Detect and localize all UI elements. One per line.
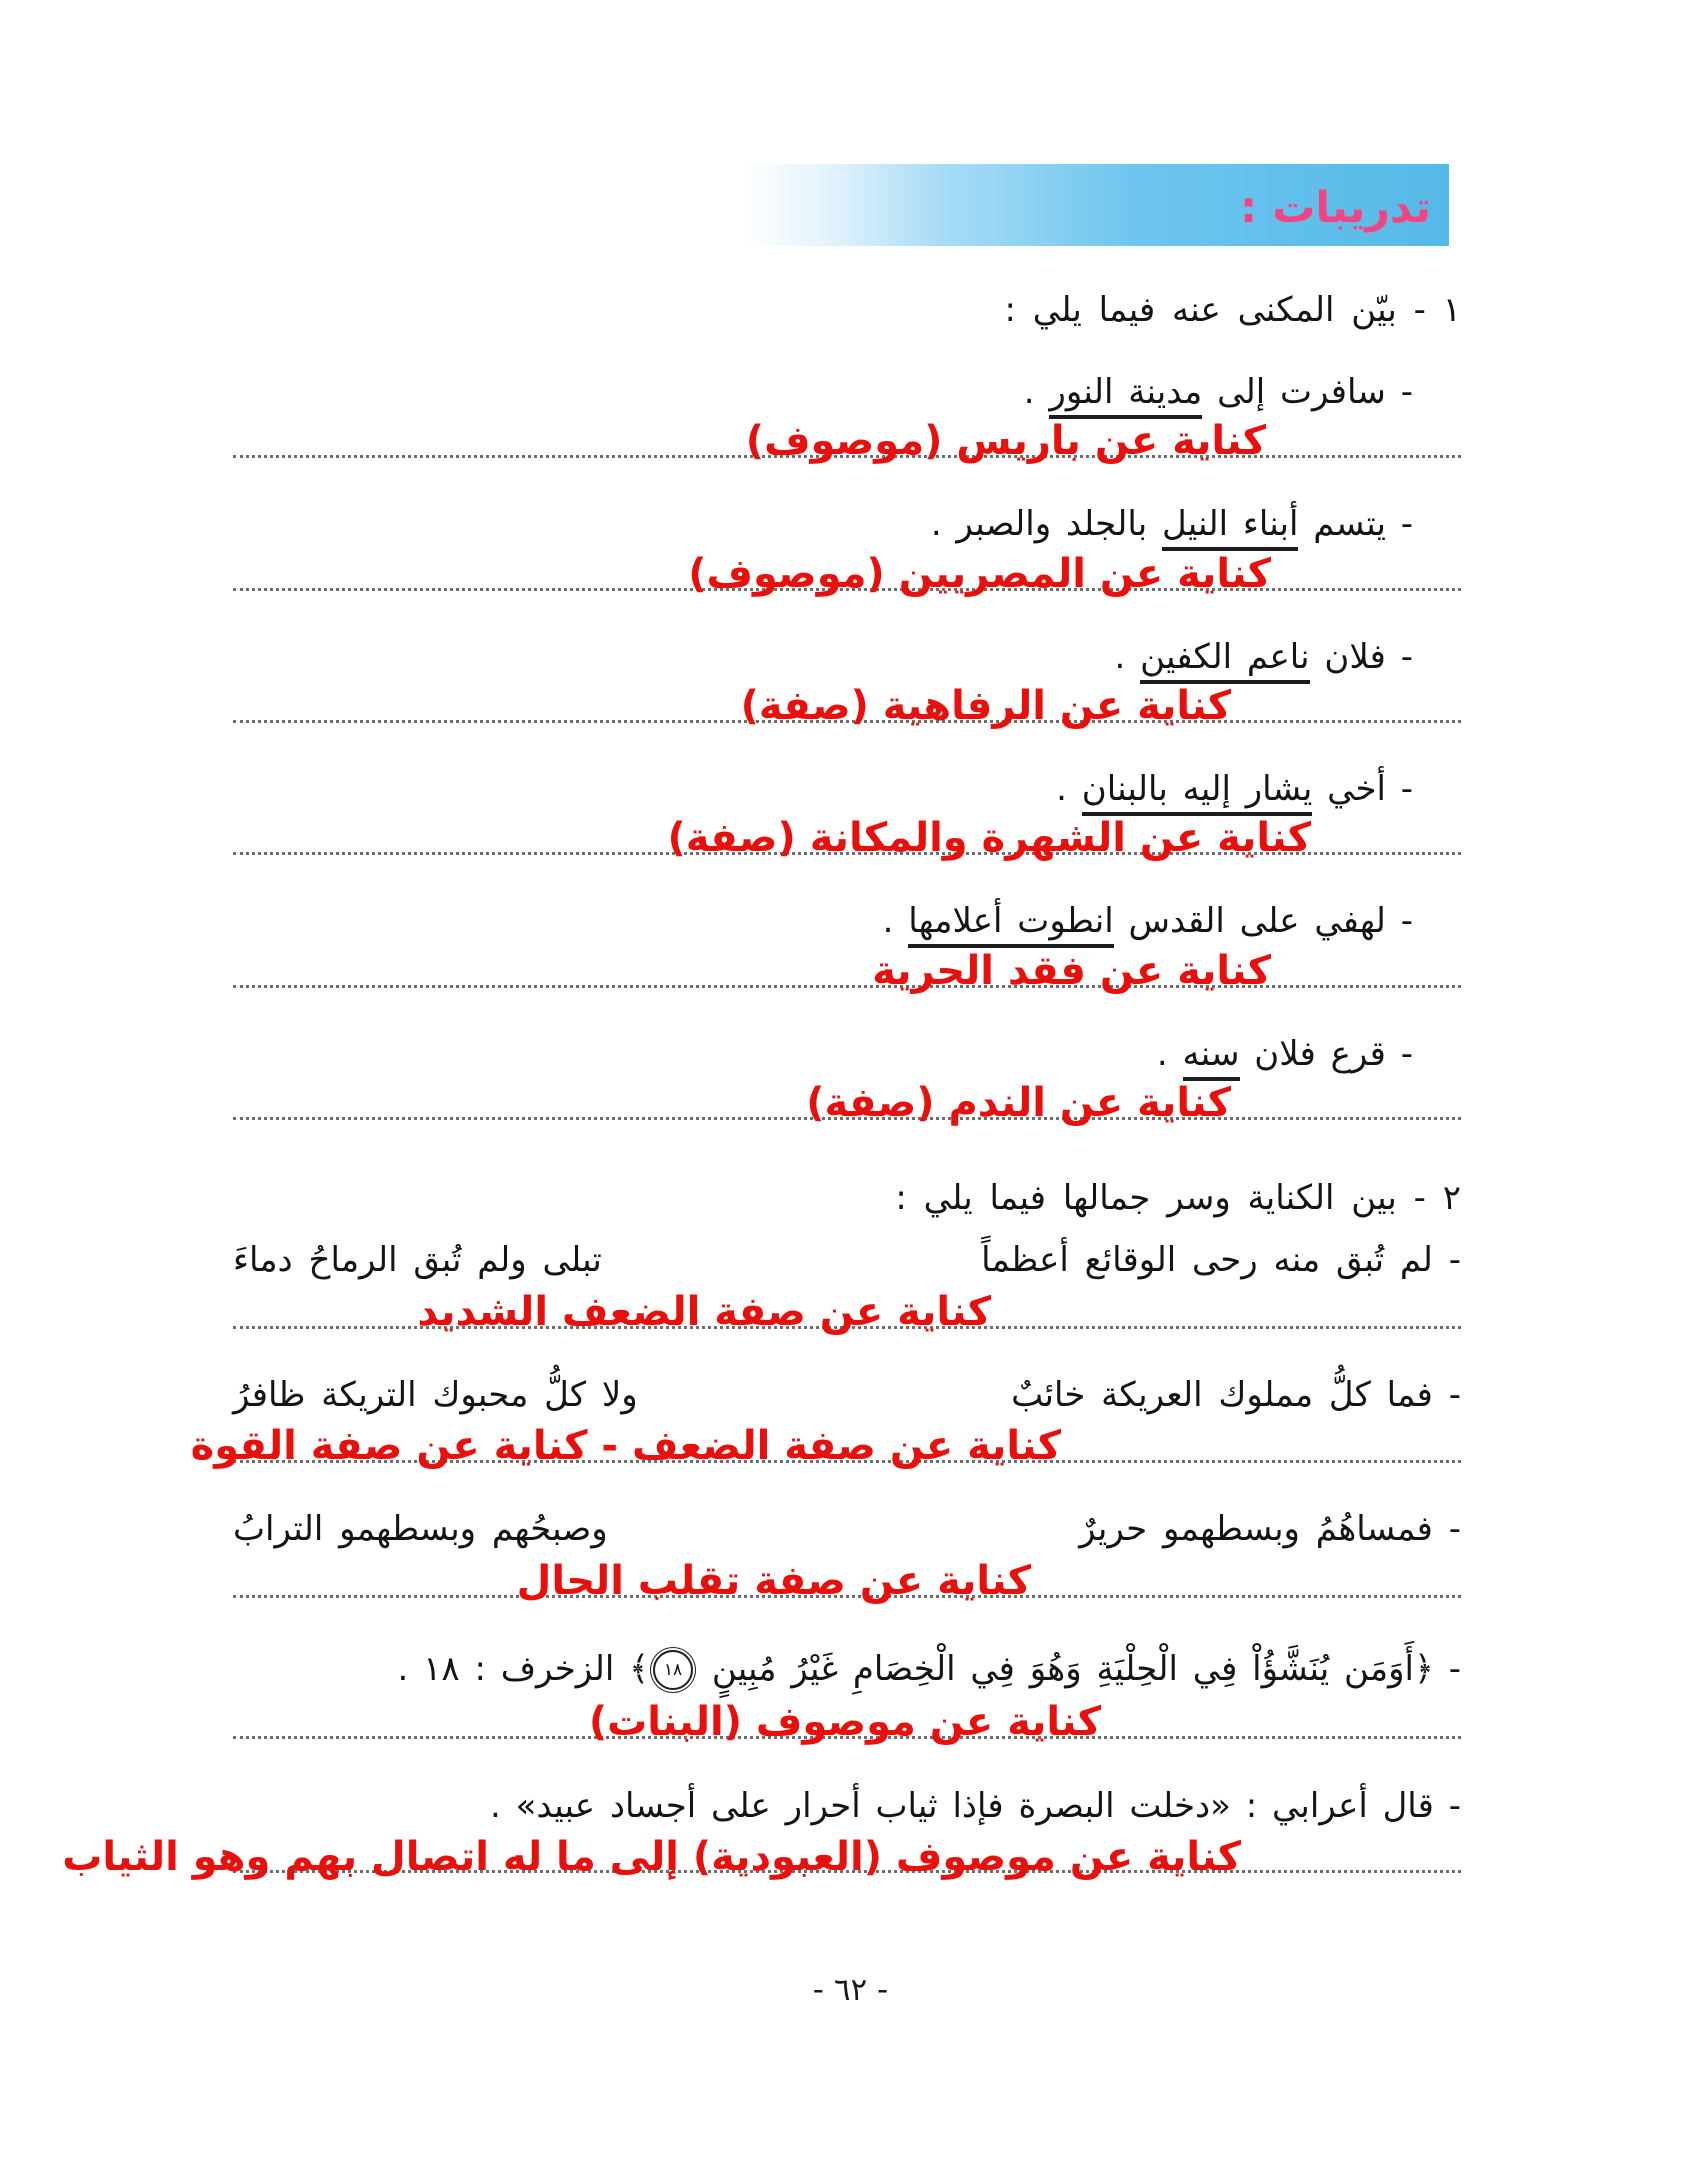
hemistich-left: وصبحُهم وبسطهمو الترابُ xyxy=(233,1509,608,1550)
answer-text: كناية عن موصوف (العبودية) إلى ما له اتصال بهم وهو الثياب xyxy=(62,1833,1241,1880)
aya-number-ornament: ١٨ xyxy=(653,1650,693,1690)
page-number: - ٦٢ - xyxy=(812,1972,889,2008)
sentence-after: . xyxy=(1023,371,1050,412)
quran-verse xyxy=(233,1642,1461,1696)
answer-text: كناية عن فقد الحرية xyxy=(872,947,1271,994)
exercise2-verse-1 xyxy=(233,1238,1461,1335)
sentence-before: - لهفي على القدس xyxy=(1113,901,1413,942)
exercise2-quran-item xyxy=(233,1642,1461,1746)
answer-text: كناية عن الرفاهية (صفة) xyxy=(740,683,1231,730)
answer-text: كناية عن الندم (صفة) xyxy=(806,1080,1231,1127)
exercise2-verse-3 xyxy=(233,1507,1461,1605)
item-sentence xyxy=(233,899,1413,945)
item-sentence xyxy=(233,635,1413,681)
underlined-phrase: انطوت أعلامها xyxy=(908,901,1113,948)
banner-title: تدريبات : xyxy=(1240,183,1431,233)
answer-text: كناية عن الشهرة والمكانة (صفة) xyxy=(667,815,1311,862)
exercise2-verse-2 xyxy=(190,1373,1461,1470)
sentence-after: . xyxy=(1156,1033,1183,1074)
underlined-phrase: يشار إليه بالبنان xyxy=(1082,769,1313,816)
sentence-after: بالجلد والصبر . xyxy=(930,504,1163,545)
sentence-before: - أخي xyxy=(1312,768,1413,809)
exercises-banner xyxy=(743,164,1449,246)
hemistich-left: تبلى ولم تُبق الرماحُ دماءَ xyxy=(233,1239,602,1280)
item-sentence xyxy=(233,502,1413,548)
sentence-after: . xyxy=(1114,636,1141,677)
exercise1-item-4 xyxy=(233,767,1461,862)
exercise1-heading: ١ - بيّن المكنى عنه فيما يلي : xyxy=(1004,290,1461,330)
sentence-before: - يتسم xyxy=(1298,504,1413,545)
sentence-after: . xyxy=(1056,768,1082,809)
exercise1-item-2 xyxy=(233,502,1461,597)
sentence-after: . xyxy=(882,901,909,942)
underlined-phrase: مدينة النور xyxy=(1049,372,1202,419)
exercise1-item-6 xyxy=(233,1032,1461,1127)
item-sentence xyxy=(233,767,1413,813)
hemistich-left: ولا كلُّ محبوك التريكة ظافرُ xyxy=(233,1374,638,1415)
quran-text-after: ﴾ الزخرف : ١٨ . xyxy=(397,1648,650,1689)
verse-line xyxy=(233,1238,1461,1284)
page-content xyxy=(62,288,1461,1917)
sentence-before: - فلان xyxy=(1309,636,1413,677)
hemistich-right: - لم تُبق منه رحى الوقائع أعظماً xyxy=(981,1239,1461,1280)
hemistich-right: - فمساهُمُ وبسطهمو حريرٌ xyxy=(1079,1509,1461,1550)
item-sentence xyxy=(233,370,1413,416)
exercise2-saying-item xyxy=(62,1783,1461,1880)
exercise2-heading: ٢ - بين الكناية وسر جمالها فيما يلي : xyxy=(895,1177,1461,1218)
answer-text: كناية عن صفة الضعف الشديد xyxy=(417,1288,991,1335)
answer-text: كناية عن صفة الضعف - كناية عن صفة القوة xyxy=(190,1423,1061,1470)
answer-text: كناية عن صفة تقلب الحال xyxy=(516,1558,1031,1605)
underlined-phrase: ناعم الكفين xyxy=(1140,637,1309,684)
quran-text-before: - ﴿أَوَمَن يُنَشَّؤُاْ فِي الْحِلْيَةِ وَهُوَ فِي الْخِصَامِ غَيْرُ مُبِينٍ xyxy=(697,1648,1461,1689)
answer-text: كناية عن المصريين (موصوف) xyxy=(688,550,1271,597)
underlined-phrase: سنه xyxy=(1183,1034,1240,1081)
verse-line xyxy=(233,1373,1461,1419)
answer-text: كناية عن باريس (موصوف) xyxy=(745,418,1266,465)
item-sentence xyxy=(233,1032,1413,1078)
exercise1-item-1 xyxy=(233,370,1461,465)
exercise1-item-3 xyxy=(233,635,1461,730)
underlined-phrase: أبناء النيل xyxy=(1162,504,1298,551)
answer-line xyxy=(233,985,1461,988)
saying-text: - قال أعرابي : «دخلت البصرة فإذا ثياب أحرار على أجساد عبيد» . xyxy=(489,1786,1461,1827)
verse-line xyxy=(233,1507,1461,1553)
exercise1-item-5 xyxy=(233,899,1461,994)
sentence-before: - سافرت إلى xyxy=(1202,371,1413,412)
hemistich-right: - فما كلُّ مملوك العريكة خائبٌ xyxy=(1011,1374,1461,1415)
sentence-before: - قرع فلان xyxy=(1239,1033,1413,1074)
answer-text: كناية عن موصوف (البنات) xyxy=(588,1699,1101,1746)
